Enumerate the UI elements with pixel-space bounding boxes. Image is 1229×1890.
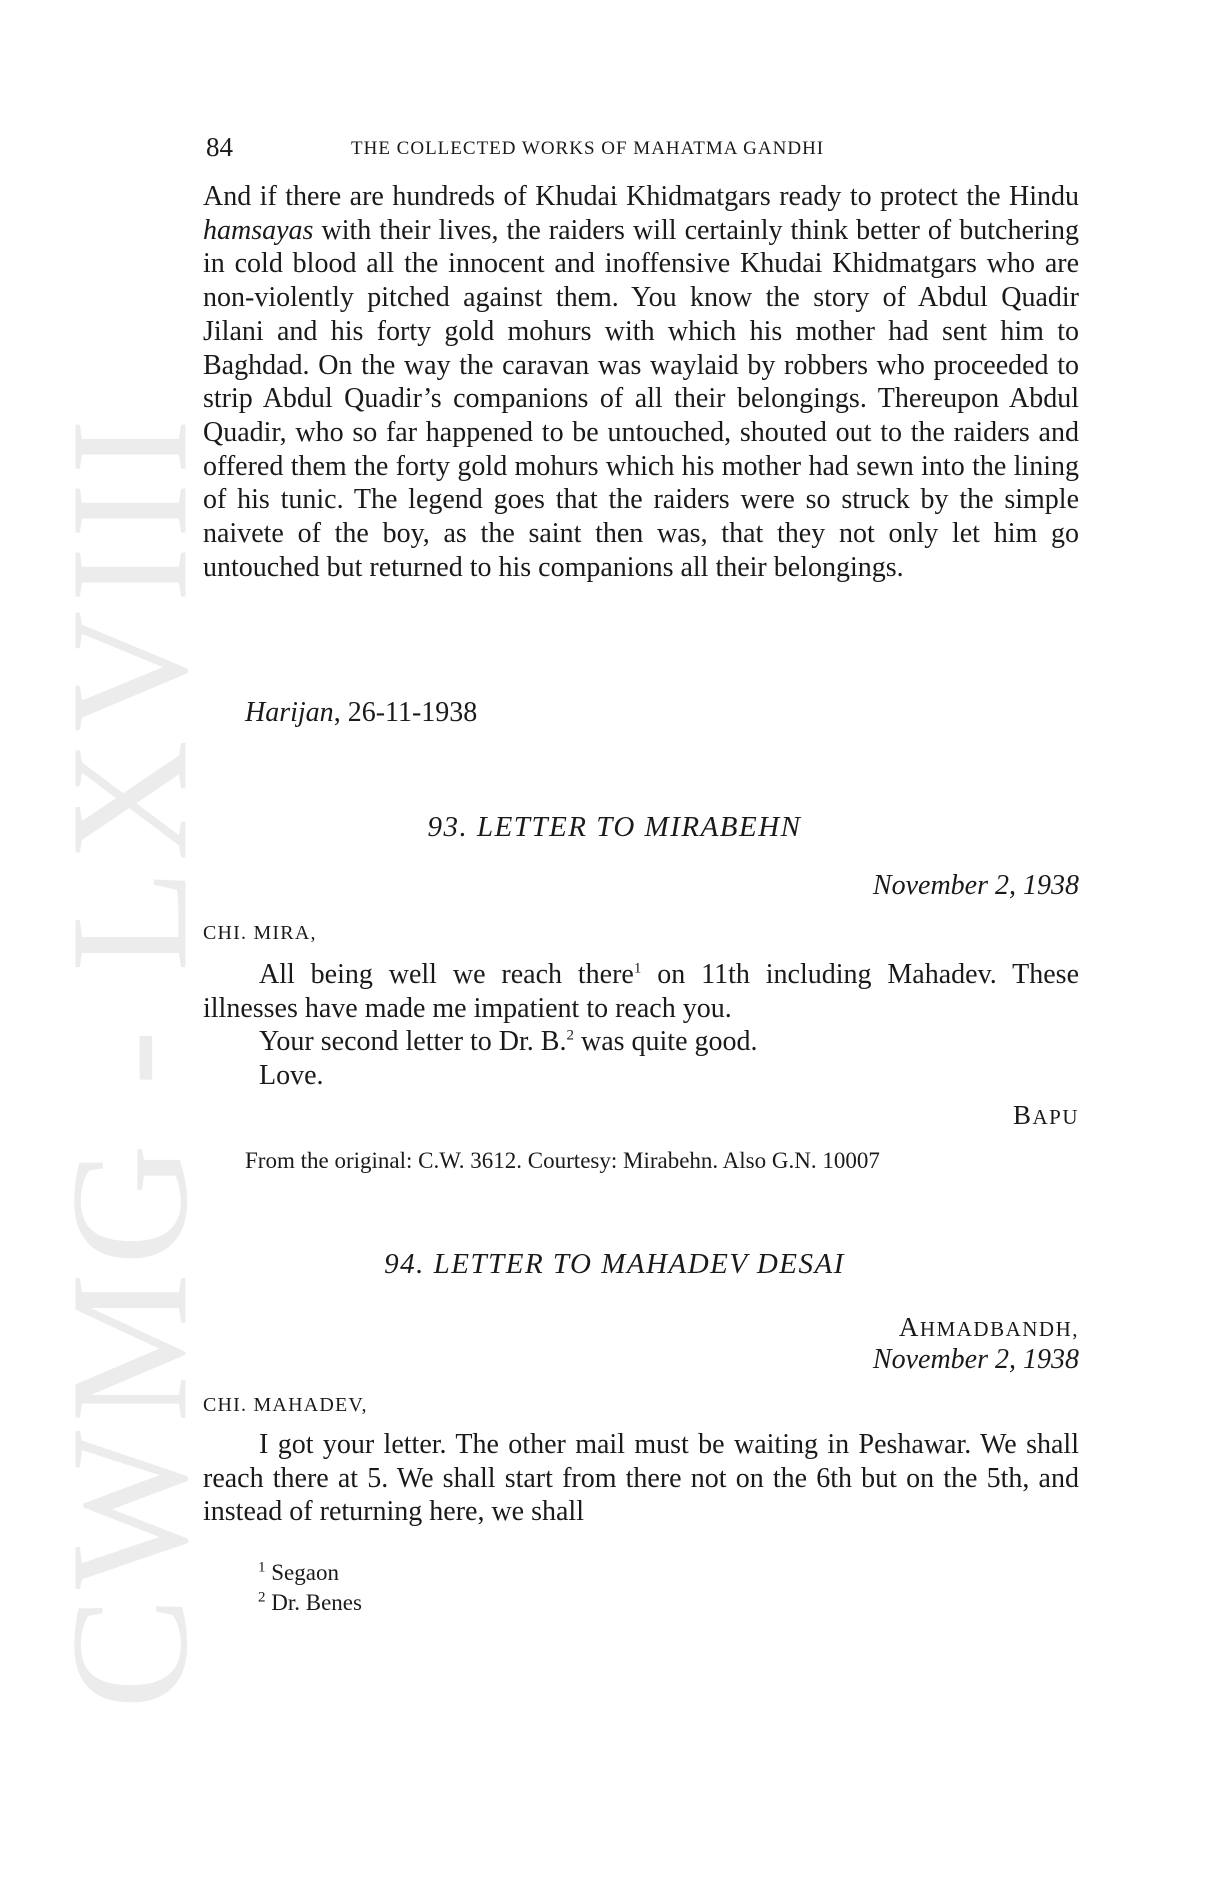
continuation-text-end: with their lives, the raiders will certainly think better of butchering in cold blood all the innocent and inoffensive Khudai Khidmatgars who are non-violently pitched against them. You know the story of Abdul Quadir Jilani and his forty gold mohurs with which his mother had sent him to Baghdad. On the way the caravan was waylaid by robbers who proceeded to strip Abdul Quadir’s companions of all their belongings. Thereupon Abdul Quadir, who so far happened to be untouched, shouted out to the raiders and offered them the forty gold mohurs which his mother had sewn into the lining of his tunic. The legend goes that the raiders were so struck by the simple naivete of the boy, as the saint then was, that they not only let him go untouched but returned to his companions all their belongings. [203,214,1079,583]
signature-initial: B [1012,1100,1033,1130]
footnote-2-marker: 2 [258,1589,266,1606]
letter-94-salutation: CHI. MAHADEV, [203,1394,368,1416]
letter-94-heading [0,1248,1229,1281]
letter-93-p1-end: on 11th including Mahadev. These illnesses have made me impatient to reach you. [203,959,1079,1024]
source-citation [245,697,477,729]
source-publication: Harijan [245,697,334,728]
running-head: THE COLLECTED WORKS OF MAHATMA GANDHI [351,138,825,159]
letter-93-source-note: From the original: C.W. 3612. Courtesy: Mirabehn. Also G.N. 10007 [245,1148,880,1173]
letter-93-number: 93. [427,811,469,843]
letter-93-body [203,958,1079,1093]
letter-94-number: 94. [384,1248,425,1280]
italic-term: hamsayas [203,214,314,246]
place-rest: HMADBANDH, [919,1317,1079,1341]
source-date: , 26-11-1938 [333,697,478,728]
footnote-ref-2: 2 [566,1028,574,1045]
footnote-1-marker: 1 [258,1559,266,1576]
letter-94-date: November 2, 1938 [872,1344,1079,1375]
letter-93-date: November 2, 1938 [872,870,1079,901]
letter-94-body [203,1428,1079,1529]
letter-94-title: LETTER TO MAHADEV DESAI [433,1248,845,1280]
page-header [206,132,1076,168]
letter-93-p1-start: All being well we reach there [259,959,634,990]
signature-rest: APU [1032,1105,1079,1129]
letter-93-p2-end: was quite good. [573,1026,758,1058]
letter-94-place [899,1312,1079,1344]
footnote-2-text: Dr. Benes [271,1590,362,1615]
letter-93-salutation: CHI. MIRA, [203,922,317,944]
place-initial: A [898,1312,920,1342]
letter-93-closing: Love. [259,1060,324,1092]
page-number: 84 [206,132,233,162]
continuation-text-start: And if there are hundreds of Khudai Khidmatgars ready to protect the Hindu [203,181,1079,212]
letter-93-title: LETTER TO MIRABEHN [476,811,802,843]
letter-93-p2-start: Your second letter to Dr. B. [259,1026,567,1058]
watermark: CWMG - LXVIII [36,410,223,1710]
continuation-paragraph [203,180,1079,584]
footnote-2 [258,1588,362,1618]
letter-94-p1: I got your letter. The other mail must be waiting in Peshawar. We shall reach there at 5. We shall start from there not on the 6th but on the 5th, and instead of returning here, we shall [203,1429,1079,1528]
letter-93-signature [1013,1100,1079,1131]
footnote-1 [258,1558,362,1588]
footnote-1-text: Segaon [271,1560,339,1585]
footnotes [258,1558,362,1618]
letter-93-heading [0,811,1229,844]
footnote-ref-1: 1 [633,960,642,977]
